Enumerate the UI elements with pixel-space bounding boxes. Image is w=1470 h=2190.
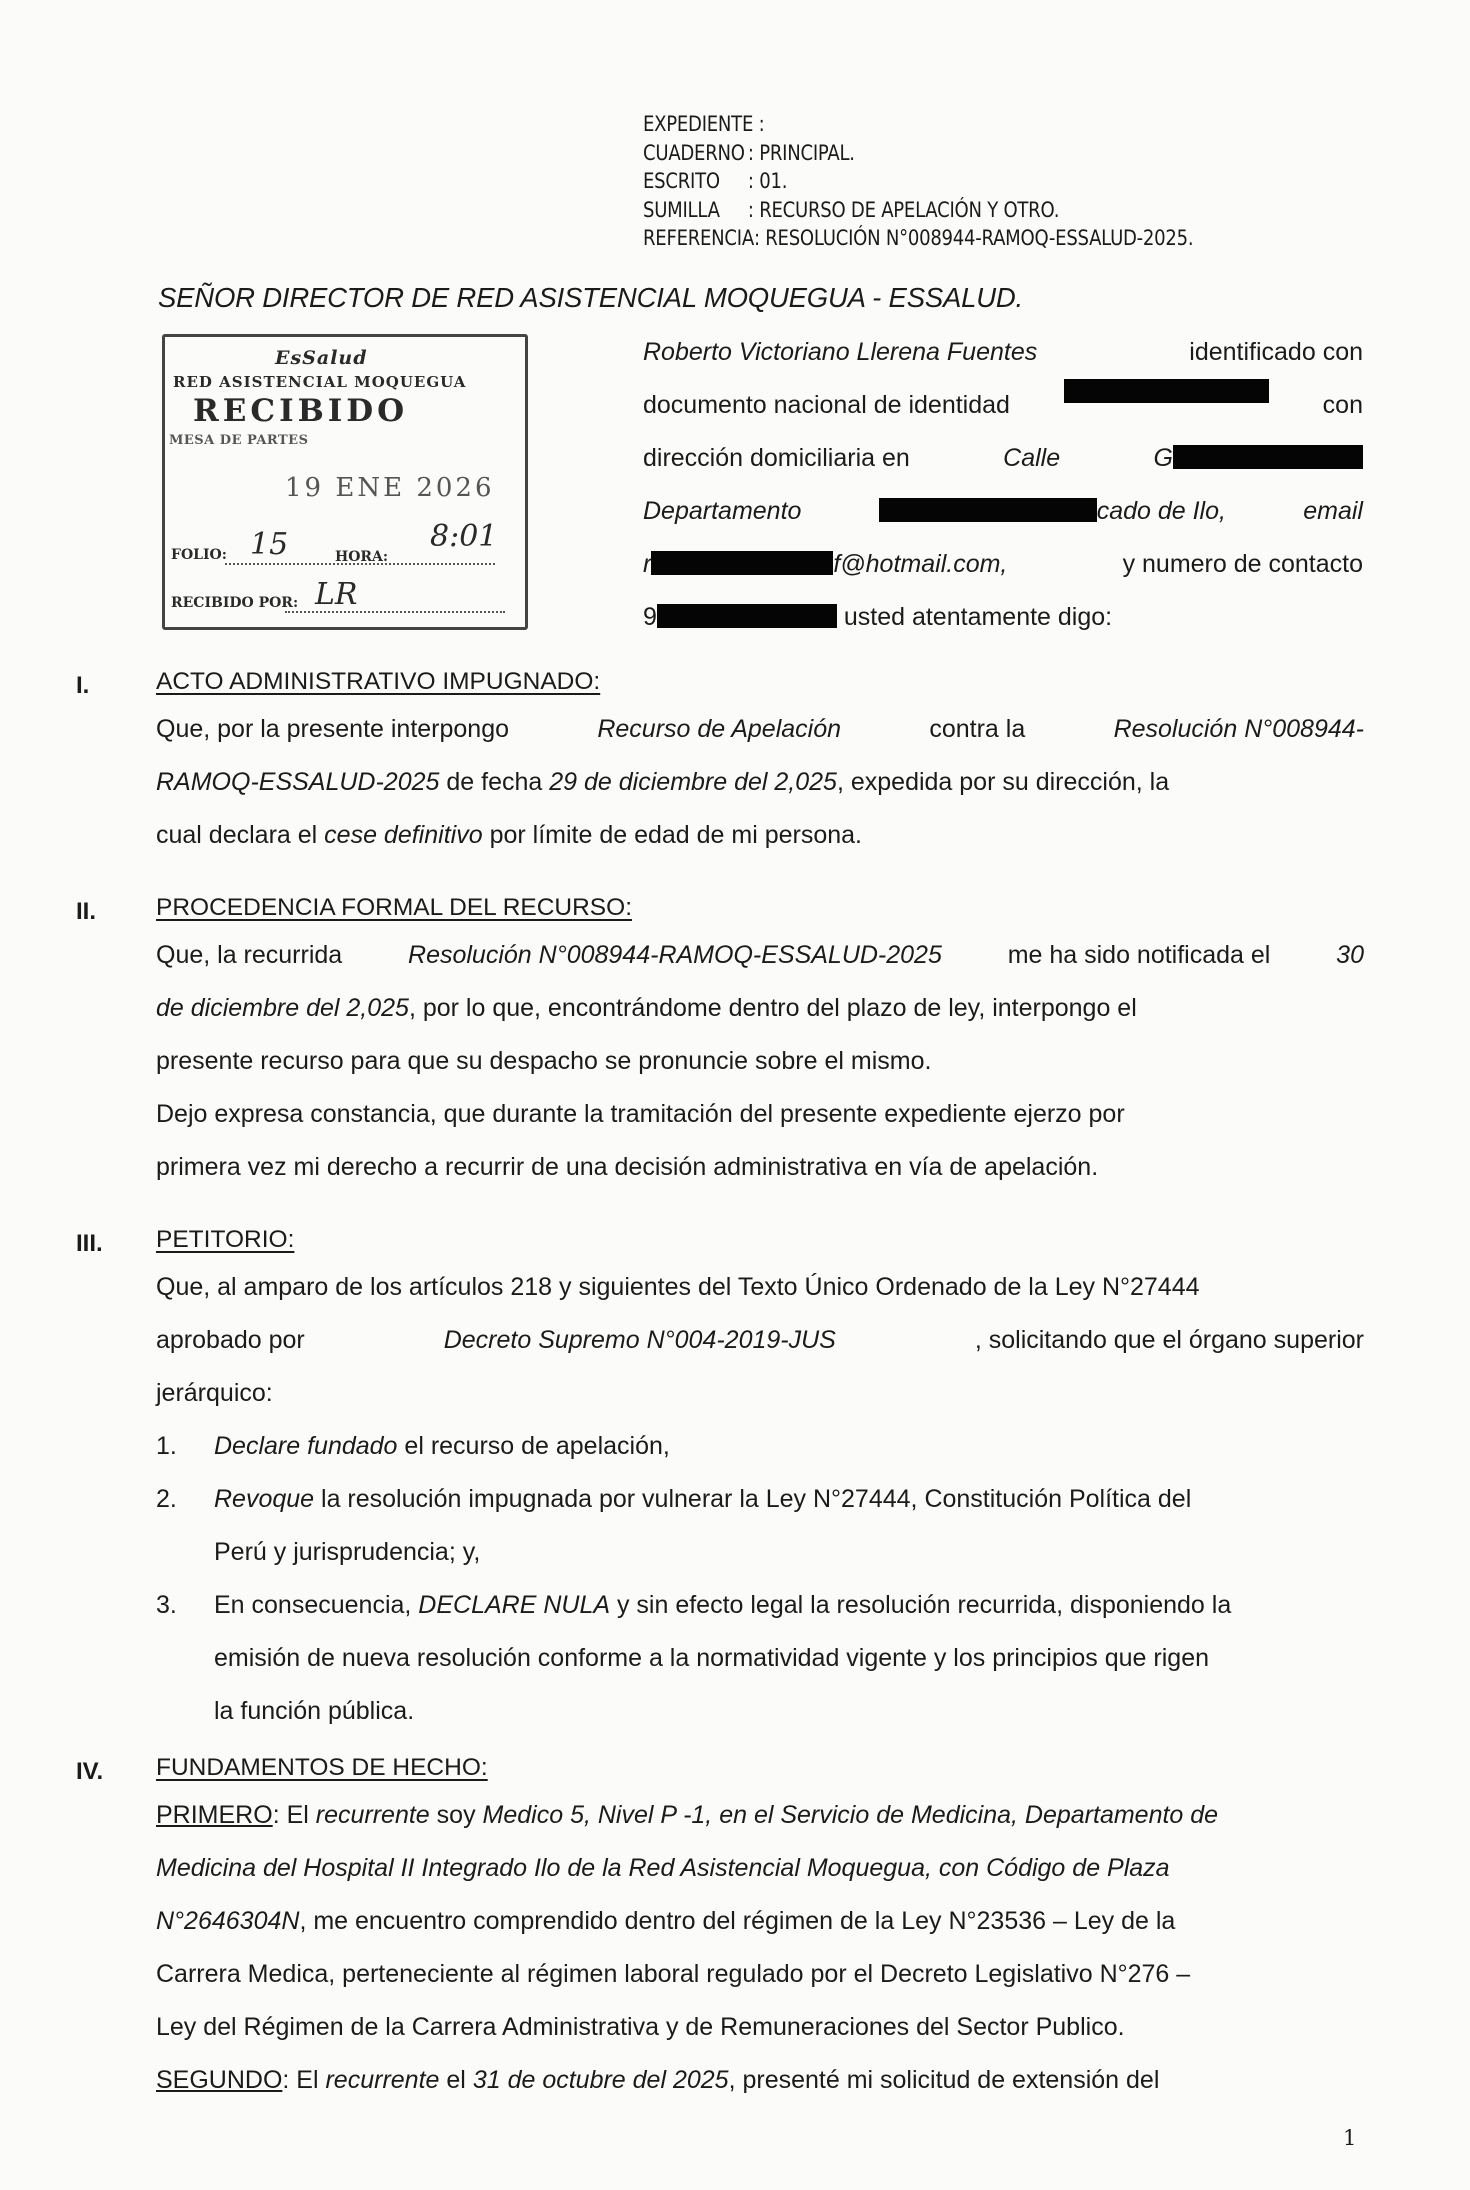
stamp-folio-value: 15 (250, 527, 289, 562)
stamp-received: RECIBIDO (193, 393, 409, 429)
stamp-date: 19 ENE 2026 (285, 473, 495, 503)
escrito-line: ESCRITO : 01. (643, 169, 788, 193)
addressee: SEÑOR DIRECTOR DE RED ASISTENCIAL MOQUEGUA - ESSALUD. (158, 282, 1023, 313)
stamp-recibido-label: RECIBIDO POR: (171, 595, 299, 611)
stamp-office: MESA DE PARTES (169, 433, 309, 448)
redaction-bar (651, 551, 833, 575)
section-number: III. (76, 1230, 103, 1257)
stamp-hora-label: HORA: (335, 549, 389, 565)
redaction-bar (657, 604, 837, 628)
section-body: Que, al amparo de los artículos 218 y siguientes del Texto Único Ordenado de la Ley N°27444 aprobado por Decreto Supremo N°004-2019-JUS , solicitando que el órgano superior jerárquico: (156, 1273, 1364, 1407)
sumilla-line: SUMILLA : RECURSO DE APELACIÓN Y OTRO. (643, 197, 1060, 222)
stamp-institution: RED ASISTENCIAL MOQUEGUA (173, 373, 467, 391)
section-title: PETITORIO: (156, 1226, 295, 1253)
case-header (643, 110, 1193, 253)
expediente-line: EXPEDIENTE : (643, 112, 765, 136)
redaction-bar (1173, 445, 1363, 469)
section-body: Que, la recurrida Resolución N°008944-RAMOQ-ESSALUD-2025 me ha sido notificada el 30 de diciembre del 2,025, por lo que, encontrándome dentro del plazo de ley, interpongo el presente recurso para que su despacho se pronuncie sobre el mismo. Dejo expresa constancia, que durante la tramitación del presente expediente ejerzo por primera vez mi derecho a recurrir de una decisión administrativa en vía de apelación. (156, 941, 1364, 1181)
section-number: II. (76, 898, 97, 925)
stamp-hora-value: 8:01 (430, 519, 498, 554)
received-stamp (162, 334, 528, 630)
section-body: Que, por la presente interpongo Recurso de Apelación contra la Resolución N°008944- RAMOQ-ESSALUD-2025 de fecha 29 de diciembre del 2,025, expedida por su dirección, la cual declara el cese definitivo por límite de edad de mi persona. (156, 715, 1364, 849)
document-page: EXPEDIENTE : CUADERNO : PRINCIPAL. ESCRITO : 01. SUMILLA : RECURSO DE APELACIÓN Y OTRO. REFERENCIA: RESOLUCIÓN N°008944-RAMOQ-ESSALUD-2025. SEÑOR DIRECTOR DE RED ASISTENCIAL MOQUEGUA - ESSALUD. EsSalud RED ASISTENCIAL MOQUEGUA RECIBIDO MESA DE PARTES 19 ENE 2026 FOLIO: 15 HORA: 8:01 RECIBIDO POR: LR Roberto Victoriano Llerena Fuentes identificado con documento nacional de identidad con dirección domiciliaria en Calle G Departamento cado de Ilo, email r f@hotmail.com, y numero de contacto 9 usted atentamente digo: I. ACTO ADMINISTRATIVO IMPUGNADO: Que, por la presente interpongo Recurso de Apelación contra la Resolución N°008944- RAMOQ-ESSALUD-2025 de fecha 29 de diciembre del 2,025, expedida por su dirección, la cual declara el cese definitivo por límite de edad de mi persona. II. PROCEDENCIA FORMAL DEL RECURSO: Que, la recurrida Resolución N°008944-RAMOQ-ESSALUD-2025 me ha sido notificada el 30 de diciembre del 2,025, por lo que, encontrándome dentro del plazo de ley, interpongo el presente recurso para que su despacho se pronuncie sobre el mismo. Dejo expresa constancia, que durante la tramitación del presente expediente ejerzo por primera vez mi derecho a recurrir de una decisión administrativa en vía de apelación. III. PETITORIO: Que, al amparo de los artículos 218 y siguientes del Texto Único Ordenado de la Ley N°27444 aprobado por Decreto Supremo N°004-2019-JUS , solicitando que el órgano superior jerárquico: 1. Declare fundado el recurso de apelación, 2. Revoque la resolución impugnada por vulnerar la Ley N°27444, Constitución Política del Perú y jurisprudencia; y, 3. En consecuencia, DECLARE NULA y sin efecto legal la resolución recurrida, disponiendo la emisión de nueva resolución conforme a la normatividad vigente y los principios que rigen la función pública. IV. FUNDAMENTOS DE HECHO: PRIMERO: El recurrente soy Medico 5, Nivel P -1, en el Servicio de Medicina, Departamento de Medicina del Hospital II Integrado Ilo de la Red Asistencial Moquegua, con Código de Plaza N°2646304N, me encuentro comprendido dentro del régimen de la Ley N°23536 – Ley de la Carrera Medica, perteneciente al régimen laboral regulado por el Decreto Legislativo N°276 – Ley del Régimen de la Carrera Administrativa y de Remuneraciones del Sector Publico. SEGUNDO: El recurrente el 31 de octubre del 2025, presenté mi solicitud de extensión del 1 (76, 112, 1364, 2150)
section-number: I. (76, 672, 90, 699)
section-title: FUNDAMENTOS DE HECHO: (156, 1754, 488, 1781)
appellant-identification: Roberto Victoriano Llerena Fuentes identificado con documento nacional de identidad con dirección domiciliaria en Calle G Departamento cado de Ilo, email r f@hotmail.com, y numero de contacto 9 usted atentamente digo: (643, 338, 1363, 631)
referencia-line: REFERENCIA: RESOLUCIÓN N°008944-RAMOQ-ESSALUD-2025. (643, 226, 1194, 250)
redaction-bar (879, 498, 1097, 522)
section-title: ACTO ADMINISTRATIVO IMPUGNADO: (156, 668, 601, 695)
page-number: 1 (1343, 2126, 1357, 2150)
section-title: PROCEDENCIA FORMAL DEL RECURSO: (156, 894, 633, 921)
stamp-folio-label: FOLIO: (171, 547, 227, 563)
stamp-dotted-line (285, 611, 505, 613)
stamp-logo-text: EsSalud (275, 347, 368, 369)
redaction-bar (1064, 379, 1269, 403)
section-number: IV. (76, 1758, 104, 1785)
stamp-recibido-value: LR (315, 577, 358, 612)
section-body: PRIMERO: El recurrente soy Medico 5, Nivel P -1, en el Servicio de Medicina, Departamento de Medicina del Hospital II Integrado Ilo de la Red Asistencial Moquegua, con Código de Plaza N°2646304N, me encuentro comprendido dentro del régimen de la Ley N°23536 – Ley de la Carrera Medica, perteneciente al régimen laboral regulado por el Decreto Legislativo N°276 – Ley del Régimen de la Carrera Administrativa y de Remuneraciones del Sector Publico. SEGUNDO: El recurrente el 31 de octubre del 2025, presenté mi solicitud de extensión del (156, 1801, 1219, 2094)
cuaderno-line: CUADERNO : PRINCIPAL. (643, 140, 855, 165)
